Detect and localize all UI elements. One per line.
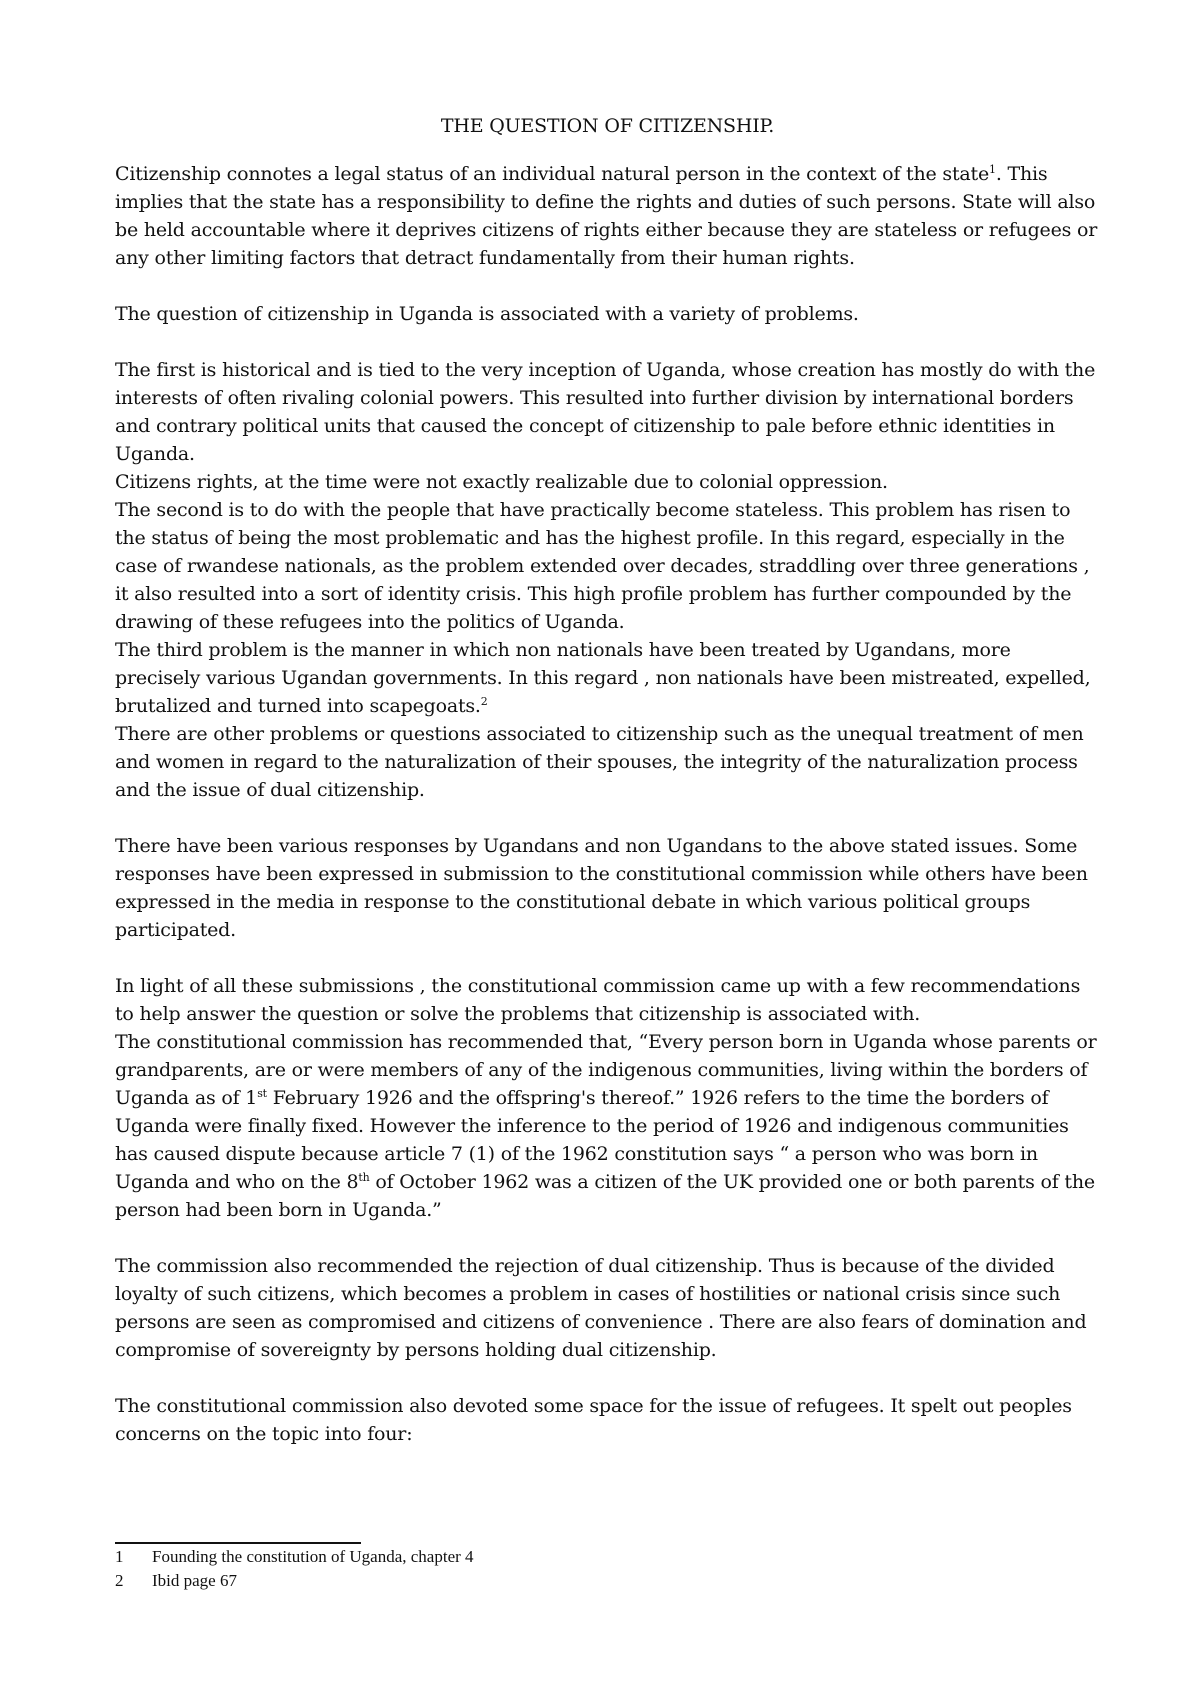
- paragraph-spacer: [115, 944, 1100, 972]
- paragraph-citizens-rights: Citizens rights, at the time were not exactly realizable due to colonial oppression.: [115, 471, 888, 493]
- paragraph-refugees: The constitutional commission also devoted some space for the issue of refugees. It spelt out peoples concerns on the topic into four:: [115, 1395, 1072, 1445]
- superscript-ordinal: th: [358, 1171, 370, 1184]
- footnote-1: [115, 1545, 815, 1569]
- paragraph-stateless-problem: The second is to do with the people that have practically become stateless. This problem has risen to the status of being the most problematic and has the highest profile. In this regard, especially in the case of rwandese nationals, as the problem extended over decades, straddling over three generations , it also resulted into a sort of identity crisis. This high profile problem has further compounded by the drawing of these refugees into the politics of Uganda.: [115, 499, 1090, 633]
- document-body: [115, 112, 1100, 1448]
- paragraph-non-nationals-problem: [115, 636, 1100, 720]
- footnote-ref-1[interactable]: 1: [989, 163, 996, 176]
- paragraph-other-problems: There are other problems or questions associated to citizenship such as the unequal treatment of men and women in regard to the naturalization of their spouses, the integrity of the naturalization process and the issue of dual citizenship.: [115, 723, 1084, 801]
- footnote-2: [115, 1569, 815, 1593]
- paragraph-text: of October 1962 was a citizen of the UK provided one or both parents of the person had been born in Uganda.”: [115, 1171, 1095, 1221]
- paragraph-responses: There have been various responses by Ugandans and non Ugandans to the above stated issues. Some responses have been expressed in submission to the constitutional commission while others have been expressed in the media in response to the constitutional debate in which various political groups participated.: [115, 835, 1088, 941]
- superscript-ordinal: st: [257, 1087, 267, 1100]
- paragraph-spacer: [115, 1364, 1100, 1392]
- paragraph-commission-definition: [115, 1028, 1100, 1224]
- footnote-separator: [115, 1542, 361, 1544]
- paragraph-text: The third problem is the manner in which non nationals have been treated by Ugandans, more precisely various Ugandan governments. In this regard , non nationals have been mistreated, expelled, brutalized and turned into scapegoats.: [115, 639, 1091, 717]
- footnote-text: Ibid page 67: [152, 1571, 237, 1590]
- footnote-text: Founding the constitution of Uganda, chapter 4: [152, 1547, 474, 1566]
- paragraph-text: . This implies that the state has a responsibility to define the rights and duties of such persons. State will also be held accountable where it deprives citizens of rights either because they are stateless or refugees or any other limiting factors that detract fundamentally from their human rights.: [115, 163, 1098, 269]
- footnote-number: 2: [115, 1571, 124, 1590]
- paragraph-historical-problem: The first is historical and is tied to the very inception of Uganda, whose creation has mostly do with the interests of often rivaling colonial powers. This resulted into further division by international borders and contrary political units that caused the concept of citizenship to pale before ethnic identities in Uganda.: [115, 359, 1096, 465]
- footnotes: [115, 1545, 815, 1593]
- paragraph-spacer: [115, 328, 1100, 356]
- paragraph-spacer: [115, 804, 1100, 832]
- paragraph-text: February 1926 and the offspring's thereof.” 1926 refers to the time the borders of Uganda were finally fixed. However the inference to the period of 1926 and indigenous communities has caused dispute because article 7 (1) of the 1962 constitution says “ a person who was born in Uganda and who on the 8: [115, 1087, 1069, 1193]
- document-title: THE QUESTION OF CITIZENSHIP.: [440, 115, 775, 137]
- footnote-number: 1: [115, 1547, 124, 1566]
- paragraph-text: Citizenship connotes a legal status of an individual natural person in the context of the state: [115, 163, 990, 185]
- paragraph-problems-intro: The question of citizenship in Uganda is associated with a variety of problems.: [115, 303, 859, 325]
- paragraph-spacer: [115, 272, 1100, 300]
- paragraph-recommendations: In light of all these submissions , the constitutional commission came up with a few recommendations to help answer the question or solve the problems that citizenship is associated with.: [115, 975, 1081, 1025]
- paragraph-citizenship-definition: [115, 160, 1100, 272]
- footnote-ref-2[interactable]: 2: [480, 695, 488, 708]
- paragraph-text: The constitutional commission has recommended that, “Every person born in Uganda whose parents or grandparents, are or were members of any of the indigenous communities, living within the borders of Uganda as of 1: [115, 1031, 1097, 1109]
- paragraph-spacer: [115, 1224, 1100, 1252]
- paragraph-dual-citizenship: The commission also recommended the rejection of dual citizenship. Thus is because of the divided loyalty of such citizens, which becomes a problem in cases of hostilities or national crisis since such persons are seen as compromised and citizens of convenience . There are also fears of domination and compromise of sovereignty by persons holding dual citizenship.: [115, 1255, 1087, 1361]
